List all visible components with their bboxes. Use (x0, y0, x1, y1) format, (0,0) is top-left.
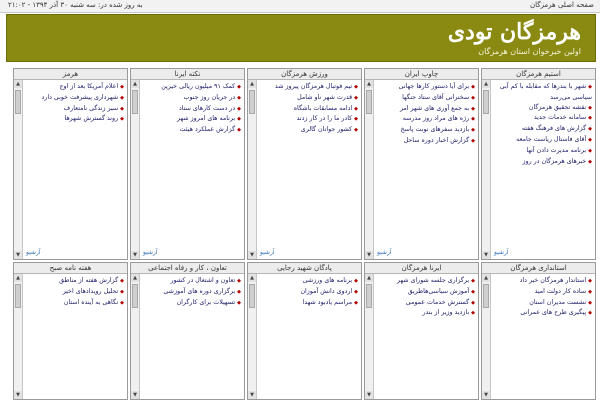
feed-list (492, 82, 592, 256)
bullet-icon: ◆ (354, 127, 358, 134)
list-item[interactable]: ◆پیگیری طرح های عمرانی (520, 309, 592, 317)
bullet-icon: ◆ (471, 310, 475, 317)
bullet-icon: ◆ (471, 127, 475, 134)
list-item[interactable]: ◆اردوی دانش آموزان (300, 287, 358, 295)
scroll-down-icon[interactable]: ▼ (365, 391, 373, 399)
bullet-icon: ◆ (471, 84, 475, 90)
bullet-icon: ◆ (588, 126, 592, 133)
home-link[interactable]: صفحه اصلی هرمزگان (529, 1, 594, 9)
list-item[interactable]: ◆کمک ۹۱ میلیون ریالی خیرین (161, 83, 241, 90)
site-subtitle: اولین خبرخوان استان هرمزگان (478, 47, 581, 56)
list-item[interactable]: ◆ادامه مسابقات باشگاه (293, 104, 358, 112)
list-item[interactable]: ◆اعلام آمریکا بعد از اوج (59, 83, 124, 90)
list-item[interactable]: ◆آموزش سیاسی‌هاطریق (407, 287, 475, 295)
list-item[interactable]: ◆نقشه تحقیق هرمزگان (528, 103, 592, 111)
scroll-up-icon[interactable]: ▲ (365, 80, 373, 88)
feed-list (258, 82, 358, 256)
scroll-up-icon[interactable]: ▲ (131, 274, 139, 282)
feed-box-4 (130, 68, 245, 260)
feed-box-8 (247, 262, 362, 400)
scroll-down-icon[interactable]: ▼ (131, 251, 139, 259)
scroll-up-icon[interactable]: ▲ (14, 274, 22, 282)
list-item[interactable]: ◆سامانه خدمات جدید (533, 114, 592, 122)
scroll-up-icon[interactable]: ▲ (365, 274, 373, 282)
feed-box-10 (13, 262, 128, 400)
scroll-up-icon[interactable]: ▲ (482, 80, 490, 88)
bullet-icon: ◆ (588, 299, 592, 306)
list-item[interactable]: ◆گزارش هفته از مناطق (59, 277, 124, 284)
bullet-icon: ◆ (237, 116, 241, 123)
bullet-icon: ◆ (237, 299, 241, 306)
bullet-icon: ◆ (588, 84, 592, 90)
bullet-icon: ◆ (471, 116, 475, 123)
list-item[interactable]: ◆شهرداری پیشرفت خوبی دارد (41, 93, 124, 101)
list-item[interactable]: ◆برنامه های امروز شهر (176, 115, 241, 123)
scroll-down-icon[interactable]: ▼ (248, 251, 256, 259)
bullet-icon: ◆ (354, 299, 358, 306)
scrollbar[interactable] (248, 274, 257, 399)
list-item[interactable]: ◆قدرت شهر ناو شامل (297, 93, 358, 101)
feed-box-9 (130, 262, 245, 400)
site-title[interactable]: هرمزگان تودی (447, 19, 581, 45)
feed-box-7 (364, 262, 479, 400)
feed-box-title: استانداری هرمزگان (482, 263, 595, 274)
bullet-icon: ◆ (471, 299, 475, 306)
bullet-icon: ◆ (120, 278, 124, 284)
list-item[interactable]: ◆تیم فوتبال هرمزگان پیروز شد (274, 83, 358, 90)
bullet-icon: ◆ (120, 84, 124, 90)
feed-box-1 (481, 68, 596, 260)
list-item[interactable]: ◆خبرهای هرمزگان در روز (522, 157, 592, 165)
bullet-icon: ◆ (120, 105, 124, 112)
list-item[interactable]: ◆تسهیلات برای کارگران (176, 298, 241, 306)
list-item[interactable]: ◆مراسم یادبود شهدا (302, 298, 358, 306)
list-item[interactable]: ◆روند گسترش شهرها (64, 115, 124, 123)
list-item[interactable]: ◆به جمع آوری های شهر امر (399, 104, 475, 112)
list-item[interactable]: ◆ساده کار دولت امید (534, 287, 592, 295)
bullet-icon: ◆ (588, 278, 592, 284)
list-item[interactable]: ◆سخنرانی آقای ستاد جنگها (402, 93, 475, 101)
feed-list (375, 82, 475, 256)
bullet-icon: ◆ (588, 104, 592, 111)
scroll-down-icon[interactable]: ▼ (14, 391, 22, 399)
scroll-thumb[interactable] (249, 90, 255, 114)
scroll-down-icon[interactable]: ▼ (248, 391, 256, 399)
scrollbar[interactable] (14, 80, 23, 259)
bullet-icon: ◆ (354, 105, 358, 112)
feed-box-2 (364, 68, 479, 260)
bullet-icon: ◆ (120, 116, 124, 123)
bullet-icon: ◆ (120, 288, 124, 295)
list-item[interactable]: ◆تحلیل رویدادهای اخیر (62, 287, 124, 295)
scrollbar[interactable] (482, 80, 491, 259)
scroll-thumb[interactable] (483, 284, 489, 308)
scroll-down-icon[interactable]: ▼ (482, 251, 490, 259)
list-item[interactable]: ◆آقای فاستال ریاست جامعه (516, 135, 592, 143)
list-item[interactable]: ◆گزارش های فرهنگ هفته (521, 125, 592, 133)
scroll-down-icon[interactable]: ▼ (365, 251, 373, 259)
feed-box-title: ایرنا هرمزگان (365, 263, 478, 274)
scroll-up-icon[interactable]: ▲ (248, 80, 256, 88)
bullet-icon: ◆ (120, 94, 124, 101)
list-item[interactable]: ◆سیر زندگی نامتعارف (63, 104, 124, 112)
bullet-icon: ◆ (237, 105, 241, 112)
feed-box-title: استیم هرمزگان (482, 69, 595, 80)
list-item[interactable]: ◆بازدید وزیر از بندر (422, 309, 475, 317)
scrollbar[interactable] (365, 80, 374, 259)
list-item[interactable]: ◆برگزاری جلسه شورای شهر (396, 277, 475, 284)
bullet-icon: ◆ (354, 116, 358, 123)
scrollbar[interactable] (482, 274, 491, 399)
bullet-icon: ◆ (588, 136, 592, 143)
scroll-down-icon[interactable]: ▼ (14, 251, 22, 259)
list-item[interactable]: ◆نگاهی به آینده استان (63, 298, 124, 306)
bullet-icon: ◆ (237, 84, 241, 90)
feed-box-title: نکته ایرنا (131, 69, 244, 80)
feed-list (24, 276, 124, 396)
archive-link[interactable]: آرشیو (26, 249, 41, 256)
bullet-icon: ◆ (471, 137, 475, 144)
bullet-icon: ◆ (120, 299, 124, 306)
archive-link[interactable]: آرشیو (260, 249, 275, 256)
scrollbar[interactable] (248, 80, 257, 259)
bullet-icon: ◆ (237, 127, 241, 134)
feed-box-title: چاوپ ایران (365, 69, 478, 80)
scroll-thumb[interactable] (15, 90, 21, 114)
bullet-icon: ◆ (471, 288, 475, 295)
list-item[interactable]: ◆در جریان روز جنوب (183, 93, 241, 101)
scrollbar[interactable] (131, 80, 140, 259)
bullet-icon: ◆ (588, 310, 592, 317)
list-item[interactable]: ◆گزارش اخبار دوره ساحل (403, 136, 475, 144)
list-item[interactable]: ◆گزارش عملکرد هیئت (179, 126, 241, 134)
bullet-icon: ◆ (237, 278, 241, 284)
top-bar (0, 0, 600, 13)
last-updated: به روز شده در: سه شنبه ۳۰ آذر ۱۳۹۴ - ۲۱:۰۲ (8, 1, 143, 9)
bullet-icon: ◆ (471, 278, 475, 284)
bullet-icon: ◆ (354, 94, 358, 101)
scroll-thumb[interactable] (132, 284, 138, 308)
bullet-icon: ◆ (237, 288, 241, 295)
feed-list (24, 82, 124, 256)
bullet-icon: ◆ (354, 288, 358, 295)
feed-box-3 (247, 68, 362, 260)
scrollbar[interactable] (131, 274, 140, 399)
list-item[interactable]: ◆بازدید سفرهای نوبت پاسخ (400, 126, 475, 134)
bullet-icon: ◆ (237, 94, 241, 101)
list-item[interactable]: ◆رژه های مراد روز مدرسه (402, 115, 475, 123)
feed-list (375, 276, 475, 396)
list-item[interactable]: ◆برای آیا دستور کارها جهانی (398, 83, 475, 90)
feed-box-6 (481, 262, 596, 400)
feed-list (141, 82, 241, 256)
feed-list (492, 276, 592, 396)
list-item[interactable]: ◆در دست کارهای ستاد (179, 104, 241, 112)
list-item[interactable]: ◆کشور جوانان گالری (300, 126, 358, 134)
list-item[interactable]: ◆گسترش خدمات عمومی (405, 298, 475, 306)
scroll-thumb[interactable] (249, 284, 255, 308)
list-item[interactable]: ◆برنامه های ورزشی (302, 277, 358, 284)
bullet-icon: ◆ (471, 94, 475, 101)
scroll-thumb[interactable] (132, 90, 138, 114)
scroll-down-icon[interactable]: ▼ (482, 391, 490, 399)
bullet-icon: ◆ (471, 105, 475, 112)
scrollbar[interactable] (365, 274, 374, 399)
bullet-icon: ◆ (354, 278, 358, 284)
feed-box-title: هفته نامه صبح (14, 263, 127, 274)
scrollbar[interactable] (14, 274, 23, 399)
scroll-thumb[interactable] (366, 90, 372, 114)
list-item[interactable]: ◆نشست مدیران استان (529, 298, 592, 306)
feed-box-5 (13, 68, 128, 260)
scroll-up-icon[interactable]: ▲ (14, 80, 22, 88)
bullet-icon: ◆ (588, 288, 592, 295)
scroll-thumb[interactable] (483, 90, 489, 114)
scroll-thumb[interactable] (15, 284, 21, 308)
list-item[interactable]: ◆کادر ما را در کار زدند (296, 115, 358, 123)
feed-list (141, 276, 241, 396)
feed-list (258, 276, 358, 396)
list-item[interactable]: ◆برنامه مدیرت دادن آنها (526, 146, 592, 154)
list-item[interactable]: ◆استاندار هرمزگان خبر داد (519, 277, 592, 284)
scroll-up-icon[interactable]: ▲ (248, 274, 256, 282)
bullet-icon: ◆ (354, 84, 358, 90)
scroll-down-icon[interactable]: ▼ (131, 391, 139, 399)
scroll-up-icon[interactable]: ▲ (131, 80, 139, 88)
feed-box-title: ورزش هرمزگان (248, 69, 361, 80)
list-item[interactable]: ◆تعاون و اشتغال در کشور (170, 277, 241, 284)
bullet-icon: ◆ (588, 147, 592, 154)
feed-box-title: تعاون ، کار و رفاه اجتماعی (131, 263, 244, 274)
bullet-icon: ◆ (588, 115, 592, 122)
archive-link[interactable]: آرشیو (143, 249, 158, 256)
site-header (6, 14, 596, 62)
list-item[interactable]: ◆شهر با بندرها که مقابله با کم آبی سیاسی می‌رسد (499, 83, 592, 101)
archive-link[interactable]: آرشیو (494, 249, 509, 256)
archive-link[interactable]: آرشیو (377, 249, 392, 256)
feed-box-title: پادگان شهید رجایی (248, 263, 361, 274)
scroll-thumb[interactable] (366, 284, 372, 308)
feed-box-title: هرمز (14, 69, 127, 80)
scroll-up-icon[interactable]: ▲ (482, 274, 490, 282)
list-item[interactable]: ◆برگزاری دوره های آموزشی (163, 287, 241, 295)
bullet-icon: ◆ (588, 158, 592, 165)
